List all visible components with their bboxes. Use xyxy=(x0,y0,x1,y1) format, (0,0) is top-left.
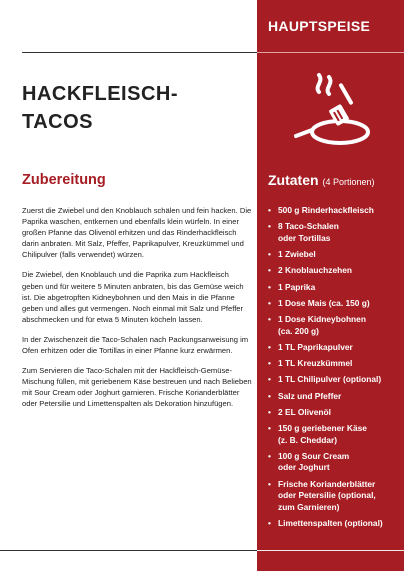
bullet-icon: • xyxy=(268,205,271,215)
bullet-icon: • xyxy=(268,423,271,434)
ingredient-text: oder Petersilie (optional, xyxy=(278,490,376,501)
frying-pan-with-spatula-icon xyxy=(292,72,378,150)
preparation-paragraph: Die Zwiebel, den Knoblauch und die Paprika zum Hackfleisch geben und für weitere 5 Minuten anbraten, bis das Gemüse weich ist. Die abgetropften Kidneybohnen und den Mais in die Pfanne geben und alles gut vermengen. Noch einmal mit Salz und Pfeffer abschmecken und für etwa 5 Minuten köcheln lassen. xyxy=(22,270,244,324)
ingredient-item xyxy=(268,249,402,260)
ingredient-text: 150 g geriebener Käse xyxy=(278,423,367,434)
bullet-icon: • xyxy=(268,265,271,276)
ingredient-text: 1 Paprika xyxy=(278,281,316,292)
bullet-icon: • xyxy=(268,451,271,462)
preparation-text xyxy=(22,205,252,419)
ingredient-text: 1 Zwiebel xyxy=(278,249,316,259)
bullet-icon: • xyxy=(268,341,271,352)
ingredient-text: 100 g Sour Cream xyxy=(278,451,350,462)
preparation-paragraph: Zum Servieren die Taco-Schalen mit der Hackfleisch-Gemüse-Mischung füllen, mit geriebenem Käse bestreuen und nach Belieben mit Sour Cream oder Joghurt garnieren. Frische Korianderblätter oder Petersilie und Limettenspalten als Dekoration hinzufügen. xyxy=(22,366,252,409)
bullet-icon: • xyxy=(268,249,271,259)
ingredient-item xyxy=(268,221,402,244)
bullet-icon: • xyxy=(268,358,271,369)
category-label: HAUPTSPEISE xyxy=(268,18,371,34)
ingredient-text: 8 Taco-Schalen xyxy=(278,221,339,232)
ingredient-item xyxy=(268,391,402,402)
ingredient-text: 1 TL Chilipulver (optional) xyxy=(278,374,382,385)
ingredient-item xyxy=(268,265,402,276)
bullet-icon: • xyxy=(268,390,271,401)
ingredient-item xyxy=(268,407,402,418)
ingredient-text: 1 Dose Mais (ca. 150 g) xyxy=(278,297,370,308)
bullet-icon: • xyxy=(268,478,271,489)
preparation-heading: Zubereitung xyxy=(22,172,106,188)
bullet-icon: • xyxy=(268,314,271,325)
ingredient-item xyxy=(268,451,402,474)
ingredient-item xyxy=(268,374,402,385)
ingredient-item xyxy=(268,518,402,529)
bullet-icon: • xyxy=(268,407,271,418)
ingredient-text: Limettenspalten (optional) xyxy=(278,517,383,528)
ingredients-heading-text: Zutaten xyxy=(268,172,319,188)
ingredient-item xyxy=(268,298,402,309)
preparation-paragraph: In der Zwischenzeit die Taco-Schalen nach Packungsanweisung im Ofen erhitzen oder die Tortillas in einer Pfanne kurz erwärmen. xyxy=(22,334,249,356)
sidebar-bottom-divider xyxy=(257,550,404,551)
ingredient-text: 1 TL Kreuzkümmel xyxy=(278,358,353,369)
ingredient-item xyxy=(268,423,402,446)
ingredient-text: zum Garnieren) xyxy=(278,501,340,512)
ingredients-heading xyxy=(268,172,374,188)
ingredient-text: 1 TL Paprikapulver xyxy=(278,341,353,352)
ingredient-text: oder Joghurt xyxy=(278,462,330,473)
ingredient-text: 1 Dose Kidneybohnen xyxy=(278,314,366,325)
page-title xyxy=(22,80,247,136)
ingredient-item xyxy=(268,358,402,369)
title-line: TACOS xyxy=(22,111,94,133)
portions-label: (4 Portionen) xyxy=(322,177,375,187)
top-divider xyxy=(22,52,257,53)
bullet-icon: • xyxy=(268,221,271,232)
ingredient-text: 2 Knoblauchzehen xyxy=(278,265,352,276)
ingredient-item xyxy=(268,205,402,216)
ingredient-text: Frische Korianderblätter xyxy=(278,478,376,489)
bullet-icon: • xyxy=(268,374,271,385)
ingredient-text: Salz und Pfeffer xyxy=(278,390,342,401)
ingredient-text: oder Tortillas xyxy=(278,232,331,243)
ingredient-item xyxy=(268,314,402,337)
ingredient-text: (z. B. Cheddar) xyxy=(278,434,338,445)
bullet-icon: • xyxy=(268,517,271,528)
title-line: HACKFLEISCH- xyxy=(22,83,178,105)
ingredient-item xyxy=(268,342,402,353)
bullet-icon: • xyxy=(268,297,271,308)
ingredient-item xyxy=(268,282,402,293)
bullet-icon: • xyxy=(268,281,271,292)
ingredient-text: 2 EL Olivenöl xyxy=(278,407,331,418)
ingredient-list xyxy=(268,205,402,534)
sidebar-top-divider xyxy=(257,52,404,53)
ingredient-text: 500 g Rinderhackfleisch xyxy=(278,205,374,215)
preparation-paragraph: Zuerst die Zwiebel und den Knoblauch schälen und fein hacken. Die Paprika waschen, entkernen und ebenfalls klein würfeln. In einer großen Pfanne das Olivenöl erhitzen und das Rinderhackfleisch darin anbraten. Mit Salz, Pfeffer, Paprikapulver, Kreuzkümmel und Chilipulver (falls verwendet) würzen. xyxy=(22,206,252,260)
ingredient-item xyxy=(268,479,402,513)
ingredient-text: (ca. 200 g) xyxy=(278,325,319,336)
